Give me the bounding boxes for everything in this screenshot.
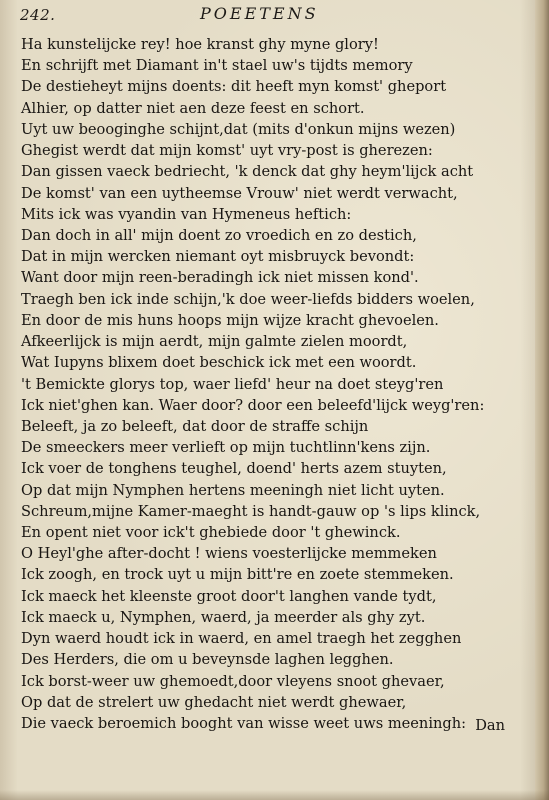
poem-text bbox=[21, 34, 521, 734]
page-number: 242. bbox=[20, 6, 56, 24]
page-shadow bbox=[0, 790, 549, 800]
poem-line: Wat Iupyns blixem doet beschick ick met een woordt. bbox=[21, 354, 417, 372]
poem-line: Ick maeck het kleenste groot door't langhen vande tydt, bbox=[21, 587, 437, 605]
poem-line: En door de mis huns hoops mijn wijze kracht ghevoelen. bbox=[21, 311, 439, 329]
page-edge bbox=[535, 0, 549, 800]
poem-line: Want door mijn reen-beradingh ick niet missen kond'. bbox=[21, 269, 419, 287]
poem-line: De komst' van een uytheemse Vrouw' niet werdt verwacht, bbox=[21, 184, 458, 202]
poem-line: Afkeerlijck is mijn aerdt, mijn galmte zielen moordt, bbox=[21, 333, 408, 351]
poem-line: O Heyl'ghe after-docht ! wiens voesterlijcke memmeken bbox=[21, 545, 437, 563]
poem-line: De destieheyt mijns doents: dit heeft myn komst' gheport bbox=[21, 78, 447, 96]
poem-line: De smeeckers meer verlieft op mijn tuchtlinn'kens zijn. bbox=[21, 439, 431, 457]
poem-line: Mits ick was vyandin van Hymeneus heftich: bbox=[21, 205, 352, 223]
poem-line: En opent niet voor ick't ghebiede door 't ghewinck. bbox=[21, 524, 401, 542]
poem-line: Dat in mijn wercken niemant oyt misbruyck bevondt: bbox=[21, 248, 415, 266]
poem-line: Dan gissen vaeck bedriecht, 'k denck dat ghy heym'lijck acht bbox=[21, 163, 474, 181]
poem-line: Op dat de strelert uw ghedacht niet werdt ghewaer, bbox=[21, 693, 407, 711]
poem-line: Die vaeck beroemich booght van wisse weet uws meeningh: bbox=[21, 715, 467, 732]
poem-line: Ick borst-weer uw ghemoedt,door vleyens snoot ghevaer, bbox=[21, 672, 445, 690]
poem-line: Beleeft, ja zo beleeft, dat door de straffe schijn bbox=[21, 417, 369, 435]
poem-line: Schreum,mijne Kamer-maeght is handt-gauw op 's lips klinck, bbox=[21, 502, 481, 520]
running-head: POEETENS bbox=[200, 4, 319, 23]
poem-line: Alhier, op datter niet aen deze feest en schort. bbox=[21, 99, 365, 117]
catchword: Dan bbox=[475, 717, 505, 734]
poem-line: Op dat mijn Nymphen hertens meeningh niet licht uyten. bbox=[21, 481, 445, 499]
poem-line: En schrijft met Diamant in't stael uw's tijdts memory bbox=[21, 57, 413, 75]
poem-line: Ick niet'ghen kan. Waer door? door een beleefd'lijck weyg'ren: bbox=[21, 396, 485, 414]
poem-line: Uyt uw beooginghe schijnt,dat (mits d'onkun mijns wezen) bbox=[21, 120, 456, 138]
poem-line: Dyn waerd houdt ick in waerd, en amel traegh het zegghen bbox=[21, 630, 462, 648]
poem-line: Ick zoogh, en trock uyt u mijn bitt're en zoete stemmeken. bbox=[21, 566, 454, 584]
poem-line: Ick voer de tonghens teughel, doend' herts azem stuyten, bbox=[21, 460, 447, 478]
poem-line: 't Bemickte glorys top, waer liefd' heur na doet steyg'ren bbox=[21, 375, 444, 393]
poem-line: Des Herders, die om u beveynsde laghen legghen. bbox=[21, 651, 394, 669]
poem-line: Traegh ben ick inde schijn,'k doe weer-liefds bidders woelen, bbox=[21, 290, 475, 308]
poem-line: Ghegist werdt dat mijn komst' uyt vry-post is gherezen: bbox=[21, 142, 433, 160]
poem-line: Ha kunstelijcke rey! hoe kranst ghy myne glory! bbox=[21, 36, 379, 53]
page-header bbox=[20, 4, 520, 26]
poem-line: Dan doch in all' mijn doent zo vroedich en zo destich, bbox=[21, 226, 417, 244]
poem-line: Ick maeck u, Nymphen, waerd, ja meerder als ghy zyt. bbox=[21, 608, 426, 626]
